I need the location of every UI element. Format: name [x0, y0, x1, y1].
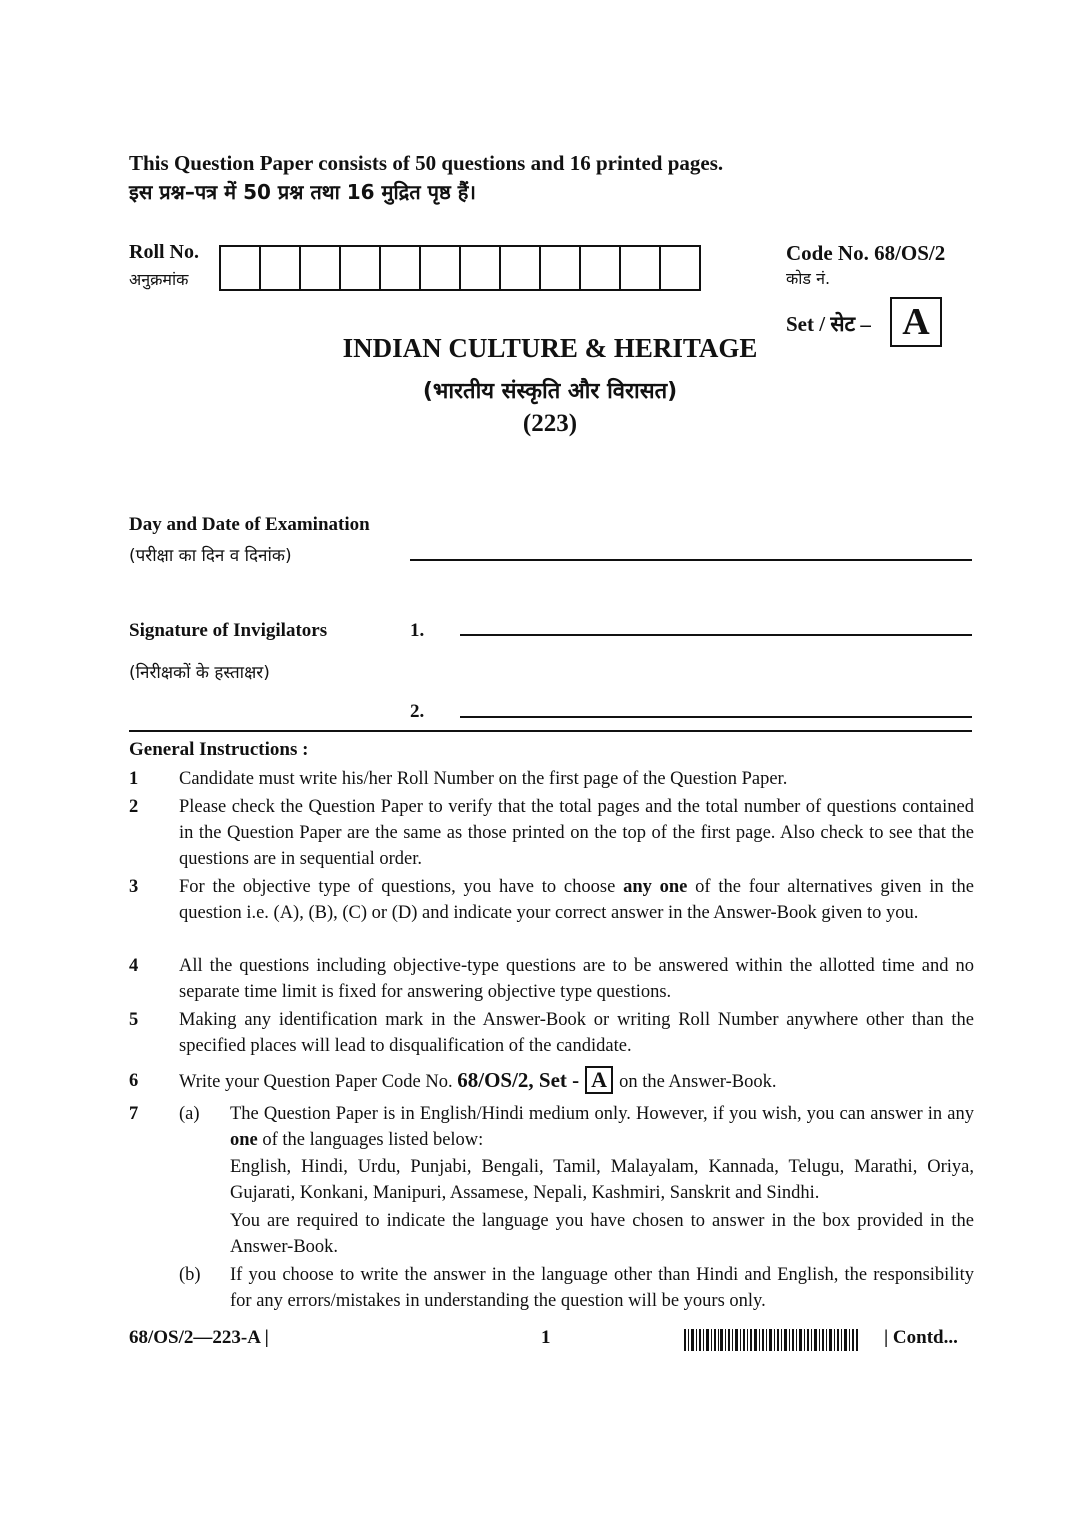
invigilators-label-hindi: (निरीक्षकों के हस्ताक्षर) — [129, 663, 270, 683]
roll-digit-box[interactable] — [261, 247, 301, 289]
roll-digit-box[interactable] — [421, 247, 461, 289]
instruction-text: Making any identification mark in the Answer-Book or writing Roll Number anywhere other than the specified places will lead to disqualification of the candidate. — [179, 1010, 974, 1056]
instruction-7b-text: If you choose to write the answer in the language other than Hindi and English, the responsibility for any errors/mistakes in understanding the question will be yours only. — [230, 1265, 974, 1311]
paper-info-english: This Question Paper consists of 50 questions and 16 printed pages. — [129, 151, 724, 175]
section-divider — [129, 730, 972, 732]
roll-digit-box[interactable] — [621, 247, 661, 289]
sub-item-label: (b) — [179, 1265, 201, 1285]
roll-digit-box[interactable] — [541, 247, 581, 289]
footer-code: 68/OS/2—223-A | — [129, 1327, 269, 1348]
instruction-number: 2 — [129, 797, 139, 817]
code-number: Code No. 68/OS/2 — [786, 241, 946, 265]
roll-digit-box[interactable] — [381, 247, 421, 289]
instruction-text: All the questions including objective-type questions are to be answered within the allotted time and no separate time limit is fixed for answering objective type questions. — [179, 956, 974, 1002]
sub-item-label: (a) — [179, 1104, 200, 1124]
invigilator-1-number: 1. — [410, 620, 425, 641]
instruction-number: 4 — [129, 956, 139, 976]
instruction-number: 6 — [129, 1071, 139, 1091]
continued-label: | Contd... — [884, 1327, 958, 1348]
paper-info-hindi: इस प्रश्न–पत्र में 50 प्रश्न तथा 16 मुद्रित पृष्ठ हैं। — [129, 180, 476, 204]
roll-digit-box[interactable] — [301, 247, 341, 289]
set-label: Set / सेट – — [786, 312, 871, 336]
instruction-number: 1 — [129, 769, 139, 789]
roll-digit-box[interactable] — [461, 247, 501, 289]
subject-title-hindi: (भारतीय संस्कृति और विरासत) — [422, 379, 678, 404]
exam-date-label-hindi: (परीक्षा का दिन व दिनांक) — [129, 546, 292, 566]
set-inline-box: A — [585, 1066, 613, 1094]
subject-title: INDIAN CULTURE & HERITAGE — [342, 333, 758, 363]
instruction-number: 7 — [129, 1104, 139, 1124]
roll-digit-box[interactable] — [341, 247, 381, 289]
roll-no-label-hindi: अनुक्रमांक — [129, 270, 189, 289]
instruction-number: 5 — [129, 1010, 139, 1030]
roll-digit-box[interactable] — [581, 247, 621, 289]
instruction-text: Please check the Question Paper to verify that the total pages and the total number of questions contained in the Question Paper are the same as those printed on the top of the first page. Also check to see that the questions are in sequential order. — [179, 797, 974, 869]
subject-code: (223) — [522, 410, 578, 437]
invigilator-2-number: 2. — [410, 701, 425, 722]
instructions-heading: General Instructions : — [129, 739, 309, 760]
code-label-hindi: कोड नं. — [786, 269, 831, 288]
instruction-text: Candidate must write his/her Roll Number on the first page of the Question Paper. — [179, 769, 788, 789]
roll-digit-box[interactable] — [221, 247, 261, 289]
language-note: You are required to indicate the language you have chosen to answer in the box provided in the Answer-Book. — [230, 1211, 974, 1257]
page-number: 1 — [541, 1327, 551, 1348]
barcode-image — [684, 1329, 858, 1351]
roll-digit-box[interactable] — [661, 247, 701, 289]
set-value-box: A — [890, 297, 942, 347]
roll-digit-box[interactable] — [501, 247, 541, 289]
languages-list: English, Hindi, Urdu, Punjabi, Bengali, Tamil, Malayalam, Kannada, Telugu, Marathi, Oriya, Gujarati, Konkani, Manipuri, Assamese, Nepali, Kashmiri, Sanskrit and Sindhi. — [230, 1157, 974, 1203]
instruction-7a-text: The Question Paper is in English/Hindi medium only. However, if you wish, you can answer in any one of the languages listed below: — [230, 1104, 974, 1150]
invigilator-1-signature-line[interactable] — [460, 634, 972, 636]
instruction-text: For the objective type of questions, you have to choose any one of the four alternatives given in the question i.e. (A), (B), (C) or (D) and indicate your correct answer in the Answer-Book given to you. — [179, 877, 974, 923]
roll-no-label: Roll No. — [129, 241, 199, 263]
exam-date-line[interactable] — [410, 559, 972, 561]
instruction-text: Write your Question Paper Code No. 68/OS/2, Set - A on the Answer-Book. — [179, 1067, 777, 1092]
instruction-number: 3 — [129, 877, 139, 897]
invigilator-2-signature-line[interactable] — [460, 716, 972, 718]
exam-date-label: Day and Date of Examination — [129, 514, 370, 535]
invigilators-label: Signature of Invigilators — [129, 620, 328, 641]
roll-no-boxes[interactable] — [219, 245, 701, 291]
